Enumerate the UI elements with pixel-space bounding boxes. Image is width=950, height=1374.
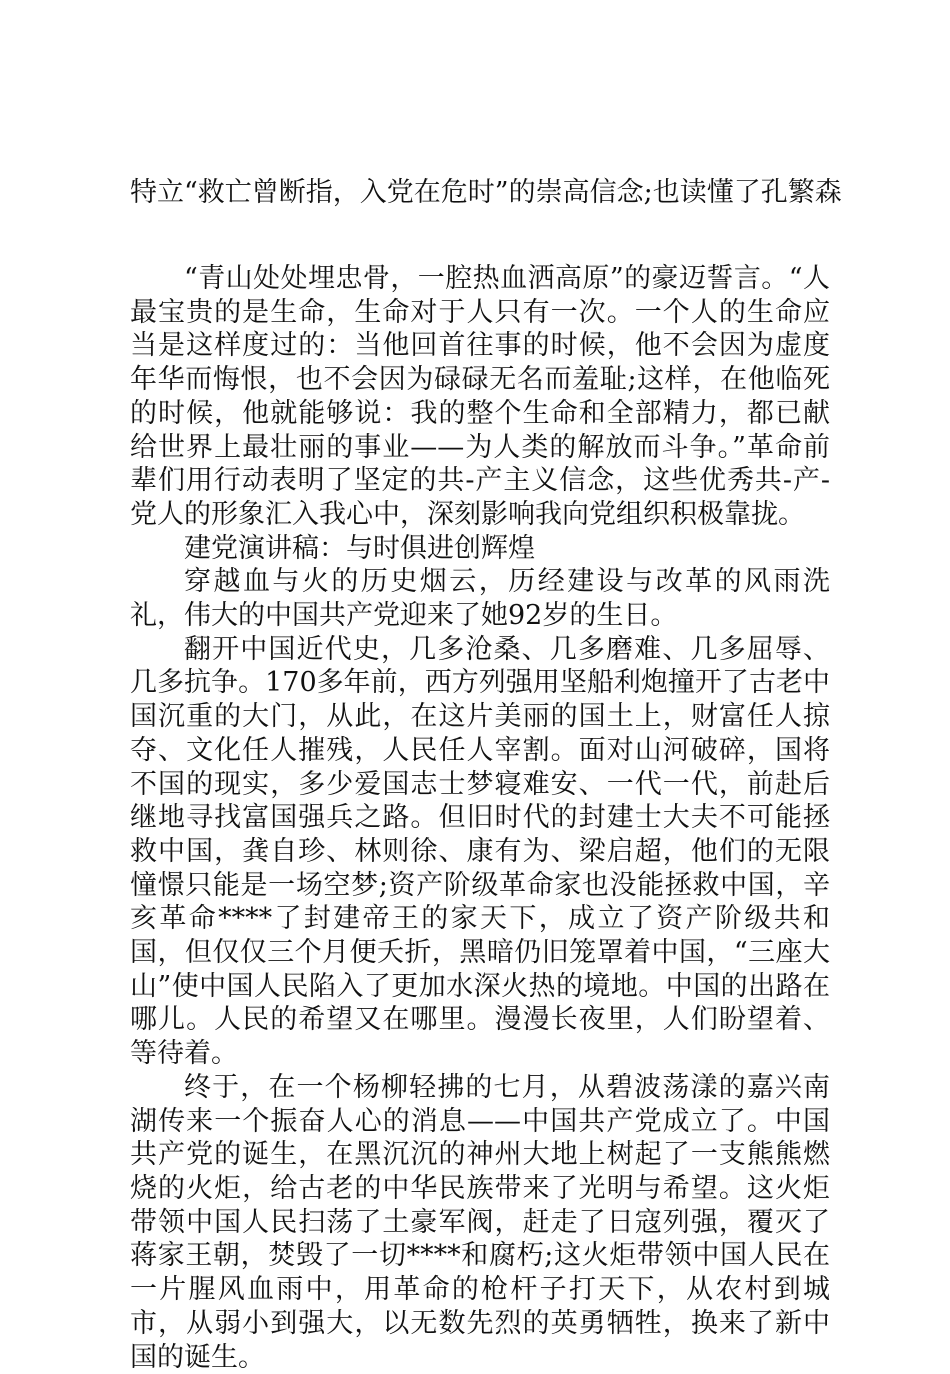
paragraph-1: “青山处处埋忠骨，一腔热血洒高原”的豪迈誓言。“人最宝贵的是生命，生命对于人只有一次。一个人的生命应当是这样度过的：当他回首往事的时候，他不会因为虚度年华而悔恨，也不会因为碌碌无名而羞耻;这样，在他临死的时候，他就能够说：我的整个生命和全部精力，都已献给世界上最壮丽的事业——为人类的解放而斗争。”革命前辈们用行动表明了坚定的共-产主义信念，这些优秀共-产-党人的形象汇入我心中，深刻影响我向党组织积极靠拢。 [130,263,830,530]
paragraph-3: 翻开中国近代史，几多沧桑、几多磨难、几多屈辱、几多抗争。170多年前，西方列强用坚船利炮撞开了古老中国沉重的大门，从此，在这片美丽的国土上，财富任人掠夺、文化任人摧残，人民任人宰割。面对山河破碎，国将不国的现实，多少爱国志士梦寝难安、一代一代，前赴后继地寻找富国强兵之路。但旧时代的封建士大夫不可能拯救中国，龚自珍、林则徐、康有为、梁启超，他们的无限憧憬只能是一场空梦;资产阶级革命家也没能拯救中国，辛亥革命****了封建帝王的家天下，成立了资产阶级共和国，但仅仅三个月便夭折，黑暗仍旧笼罩着中国，“三座大山”使中国人民陷入了更加水深火热的境地。中国的出路在哪儿。人民的希望又在哪里。漫漫长夜里，人们盼望着、等待着。 [130,633,830,1070]
paragraph-2: 穿越血与火的历史烟云，历经建设与改革的风雨洗礼，伟大的中国共产党迎来了她92岁的生日。 [130,566,830,632]
paragraph-4: 终于，在一个杨柳轻拂的七月，从碧波荡漾的嘉兴南湖传来一个振奋人心的消息——中国共产党成立了。中国共产党的诞生，在黑沉沉的神州大地上树起了一支熊熊燃烧的火炬，给古老的中华民族带来了光明与希望。这火炬带领中国人民扫荡了土豪军阀，赶走了日寇列强，覆灭了蒋家王朝，焚毁了一切****和腐朽;这火炬带领中国人民在一片腥风血雨中，用革命的枪杆子打天下，从农村到城市，从弱小到强大，以无数先烈的英勇牺牲，换来了新中国的诞生。 [130,1071,830,1373]
document-body [130,262,830,1374]
section-heading: 建党演讲稿：与时俱进创辉煌 [184,532,535,564]
top-line-text: 特立“救亡曾断指，入党在危时”的崇高信念;也读懂了孔繁森 [130,177,842,208]
